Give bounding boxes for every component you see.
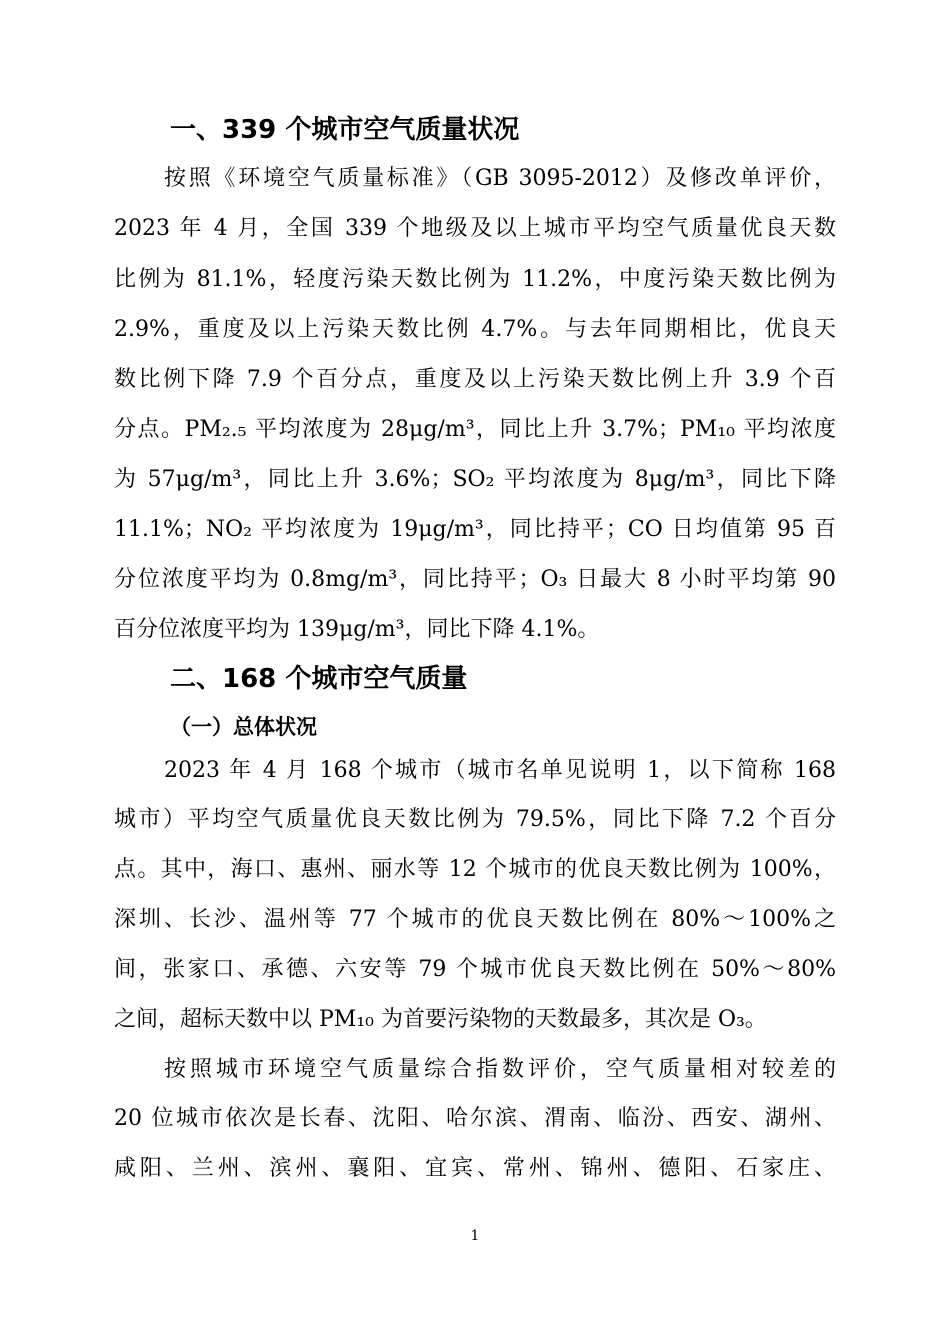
section-2-subheading: （一）总体状况 [170, 715, 317, 739]
section-2-para-1-line-1: 2023 年 4 月 168 个城市（城市名单见说明 1，以下简称 168 [164, 758, 836, 783]
section-1-line-5: 数比例下降 7.9 个百分点，重度及以上污染天数比例上升 3.9 个百 [114, 367, 836, 392]
section-2-para-2-line-1: 按照城市环境空气质量综合指数评价，空气质量相对较差的 [164, 1057, 836, 1082]
section-1-line-7: 为 57μg/m³，同比上升 3.6%；SO₂ 平均浓度为 8μg/m³，同比下降 [114, 467, 836, 492]
section-2-para-1-line-6: 之间，超标天数中以 PM₁₀ 为首要污染物的天数最多，其次是 O₃。 [114, 1007, 767, 1032]
section-2-heading: 二、168 个城市空气质量 [170, 664, 468, 694]
section-2-para-1-line-2: 城市）平均空气质量优良天数比例为 79.5%，同比下降 7.2 个百分 [114, 807, 836, 832]
section-1-line-8: 11.1%；NO₂ 平均浓度为 19μg/m³，同比持平；CO 日均值第 95 百 [114, 517, 836, 542]
section-1-line-10: 百分位浓度平均为 139μg/m³，同比下降 4.1%。 [114, 617, 600, 642]
section-1-line-2: 2023 年 4 月，全国 339 个地级及以上城市平均空气质量优良天数 [114, 216, 836, 241]
section-1-line-3: 比例为 81.1%，轻度污染天数比例为 11.2%，中度污染天数比例为 [114, 267, 836, 292]
section-1-line-4: 2.9%，重度及以上污染天数比例 4.7%。与去年同期相比，优良天 [114, 317, 836, 342]
section-2-para-1-line-3: 点。其中，海口、惠州、丽水等 12 个城市的优良天数比例为 100%， [114, 857, 836, 882]
section-2-para-1-line-5: 间，张家口、承德、六安等 79 个城市优良天数比例在 50%～80% [114, 957, 836, 982]
section-2-para-1-line-4: 深圳、长沙、温州等 77 个城市的优良天数比例在 80%～100%之 [114, 907, 836, 932]
section-2-para-2-line-3: 咸阳、兰州、滨州、襄阳、宜宾、常州、锦州、德阳、石家庄、 [114, 1156, 836, 1181]
section-1-line-1: 按照《环境空气质量标准》（GB 3095-2012）及修改单评价， [164, 166, 836, 191]
section-1-line-6: 分点。PM₂.₅ 平均浓度为 28μg/m³，同比上升 3.7%；PM₁₀ 平均浓度 [114, 417, 836, 442]
section-1-line-9: 分位浓度平均为 0.8mg/m³，同比持平；O₃ 日最大 8 小时平均第 90 [114, 567, 836, 592]
section-1-heading: 一、339 个城市空气质量状况 [170, 115, 520, 145]
section-2-para-2-line-2: 20 位城市依次是长春、沈阳、哈尔滨、渭南、临汾、西安、湖州、 [114, 1106, 836, 1131]
page-number: 1 [470, 1228, 480, 1244]
